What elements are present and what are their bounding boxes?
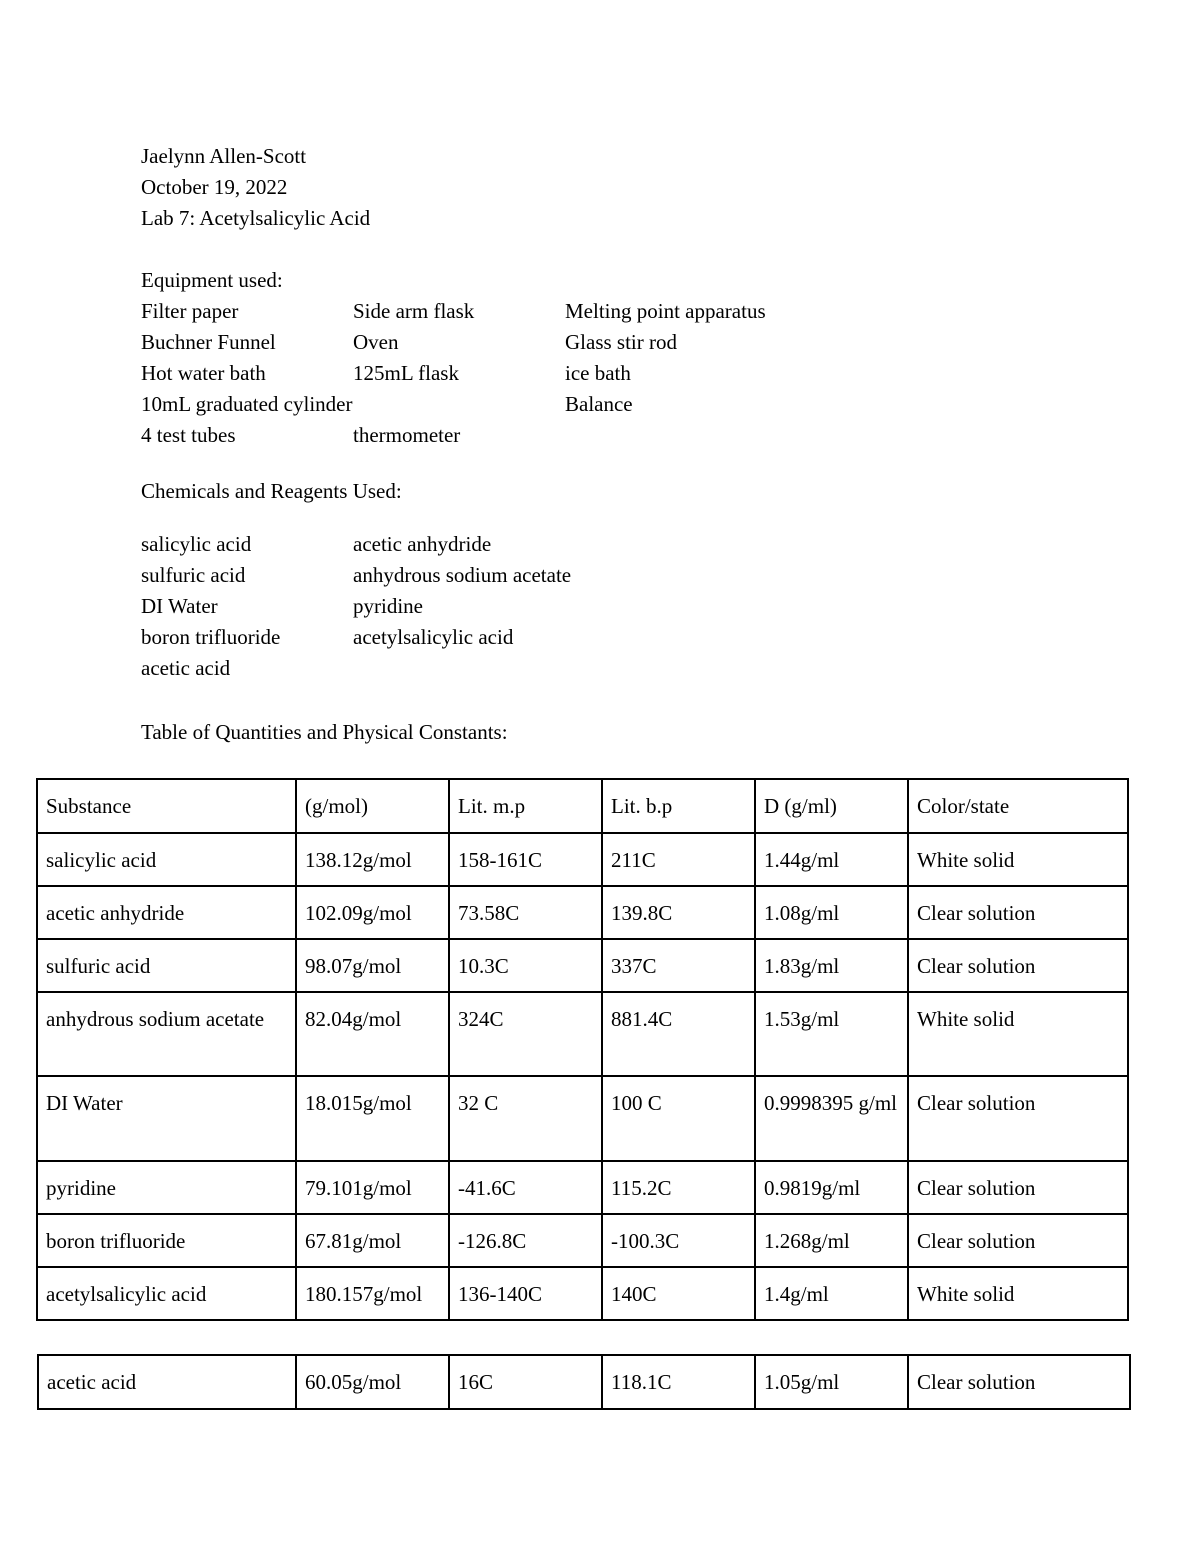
table-cell: acetylsalicylic acid [37, 1267, 296, 1320]
table-row [37, 1214, 1128, 1267]
table-cell: 1.53g/ml [755, 992, 908, 1076]
table-cell: Clear solution [908, 1214, 1128, 1267]
chemical-item: acetic anhydride [353, 532, 492, 556]
table-cell: Clear solution [908, 1355, 1130, 1409]
table-cell: Substance [37, 779, 296, 833]
equipment-item: Buchner Funnel [141, 330, 276, 354]
table-cell: 10.3C [449, 939, 602, 992]
chemical-item: salicylic acid [141, 532, 252, 556]
table-heading: Table of Quantities and Physical Constants: [141, 720, 508, 744]
acetic-acid-table [37, 1354, 1131, 1410]
physical-constants-table [36, 778, 1129, 1321]
table-row [37, 1076, 1128, 1161]
table-cell: Clear solution [908, 886, 1128, 939]
chemical-item: acetylsalicylic acid [353, 625, 514, 649]
table-cell: acetic acid [38, 1355, 296, 1409]
table-cell: 67.81g/mol [296, 1214, 449, 1267]
equipment-item: Side arm flask [353, 299, 475, 323]
table-cell: -41.6C [449, 1161, 602, 1214]
table-row [37, 833, 1128, 886]
table-cell: 98.07g/mol [296, 939, 449, 992]
table-cell: 16C [449, 1355, 602, 1409]
table-header-row [37, 779, 1128, 833]
equipment-item: Melting point apparatus [565, 299, 766, 323]
equipment-item: 125mL flask [353, 361, 459, 385]
table-cell: 324C [449, 992, 602, 1076]
table-cell: 32 C [449, 1076, 602, 1161]
table-row [37, 886, 1128, 939]
equipment-item: Glass stir rod [565, 330, 677, 354]
table-cell: 138.12g/mol [296, 833, 449, 886]
table-cell: White solid [908, 1267, 1128, 1320]
table-cell: White solid [908, 992, 1128, 1076]
equipment-item: Oven [353, 330, 399, 354]
table-cell: 1.268g/ml [755, 1214, 908, 1267]
lab-title: Lab 7: Acetylsalicylic Acid [141, 206, 371, 230]
table-cell: 1.4g/ml [755, 1267, 908, 1320]
table-cell: acetic anhydride [37, 886, 296, 939]
table-cell: -100.3C [602, 1214, 755, 1267]
table-cell: 211C [602, 833, 755, 886]
chemical-item: acetic acid [141, 656, 231, 680]
table-cell: 73.58C [449, 886, 602, 939]
equipment-item: ice bath [565, 361, 631, 385]
table-cell: White solid [908, 833, 1128, 886]
table-cell: 60.05g/mol [296, 1355, 449, 1409]
chemical-item: boron trifluoride [141, 625, 281, 649]
table-cell: 1.08g/ml [755, 886, 908, 939]
table-cell: Clear solution [908, 1076, 1128, 1161]
table-cell: Clear solution [908, 1161, 1128, 1214]
table-cell: 139.8C [602, 886, 755, 939]
table-row [38, 1355, 1130, 1409]
chemical-item: anhydrous sodium acetate [353, 563, 572, 587]
table-row [37, 1161, 1128, 1214]
table-cell: 100 C [602, 1076, 755, 1161]
table-cell: salicylic acid [37, 833, 296, 886]
table-cell: anhydrous sodium acetate [37, 992, 296, 1076]
table-cell: Color/state [908, 779, 1128, 833]
chemical-item: sulfuric acid [141, 563, 246, 587]
table-row [37, 1267, 1128, 1320]
table-cell: 102.09g/mol [296, 886, 449, 939]
table-cell: 1.44g/ml [755, 833, 908, 886]
equipment-item: Filter paper [141, 299, 239, 323]
table-row [37, 939, 1128, 992]
table-cell: 881.4C [602, 992, 755, 1076]
equipment-heading: Equipment used: [141, 268, 283, 292]
table-cell: 79.101g/mol [296, 1161, 449, 1214]
table-cell: pyridine [37, 1161, 296, 1214]
table-cell: 0.9998395 g/ml [755, 1076, 908, 1161]
chemical-item: DI Water [141, 594, 218, 618]
table-cell: 18.015g/mol [296, 1076, 449, 1161]
table-cell: DI Water [37, 1076, 296, 1161]
table-cell: 1.05g/ml [755, 1355, 908, 1409]
table-cell: 337C [602, 939, 755, 992]
table-row [37, 992, 1128, 1076]
table-cell: 180.157g/mol [296, 1267, 449, 1320]
equipment-item: 4 test tubes [141, 423, 236, 447]
table-cell: Lit. b.p [602, 779, 755, 833]
chemical-item: pyridine [353, 594, 423, 618]
chemicals-heading: Chemicals and Reagents Used: [141, 479, 402, 503]
author-name: Jaelynn Allen-Scott [141, 144, 307, 168]
table-cell: D (g/ml) [755, 779, 908, 833]
table-cell: 136-140C [449, 1267, 602, 1320]
table-cell: 0.9819g/ml [755, 1161, 908, 1214]
table-cell: boron trifluoride [37, 1214, 296, 1267]
table-cell: 115.2C [602, 1161, 755, 1214]
table-cell: -126.8C [449, 1214, 602, 1267]
table-cell: (g/mol) [296, 779, 449, 833]
equipment-item: Balance [565, 392, 633, 416]
table-cell: 118.1C [602, 1355, 755, 1409]
document-date: October 19, 2022 [141, 175, 288, 199]
table-cell: 158-161C [449, 833, 602, 886]
equipment-item: 10mL graduated cylinder [141, 392, 353, 416]
equipment-item: thermometer [353, 423, 461, 447]
table-cell: sulfuric acid [37, 939, 296, 992]
equipment-item: Hot water bath [141, 361, 266, 385]
table-cell: Clear solution [908, 939, 1128, 992]
table-cell: Lit. m.p [449, 779, 602, 833]
table-cell: 1.83g/ml [755, 939, 908, 992]
table-cell: 82.04g/mol [296, 992, 449, 1076]
table-cell: 140C [602, 1267, 755, 1320]
